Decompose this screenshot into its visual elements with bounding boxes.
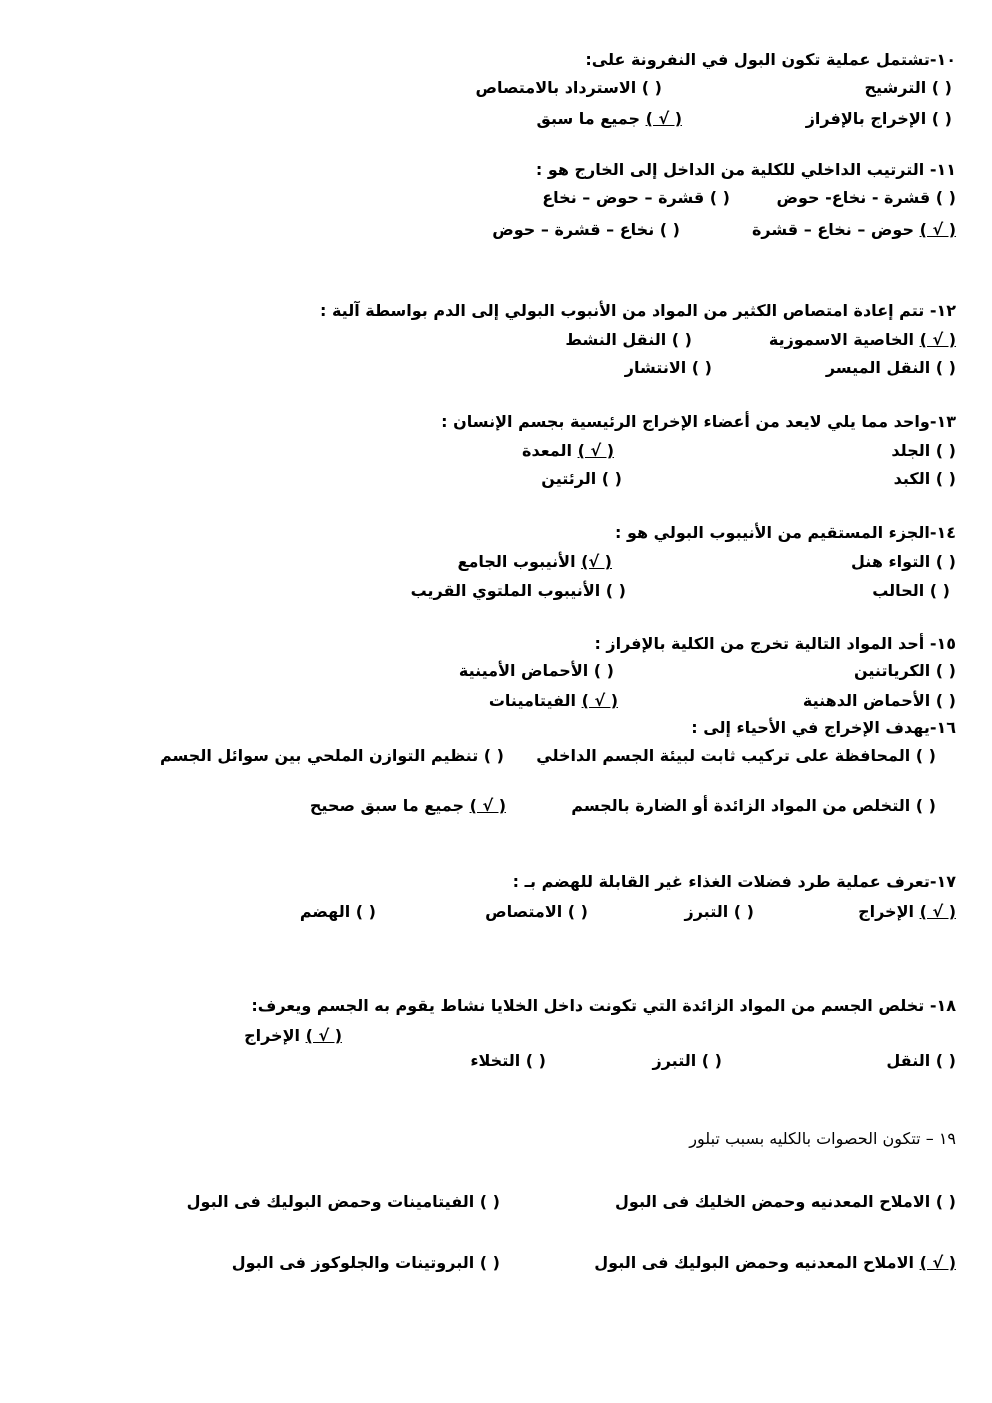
q19-option-2-text: الفيتامينات وحمض البوليك فى البول (186, 1192, 475, 1211)
q16-option-1-text: المحافظة على تركيب ثابت لبيئة الجسم الداخلي (536, 746, 911, 765)
q10-option-2[interactable] (475, 78, 662, 97)
q13-option-4[interactable] (541, 469, 622, 488)
q18-option-4[interactable] (470, 1051, 546, 1070)
q11-option-3[interactable] (752, 220, 956, 239)
question-11-stem: ١١- الترتيب الداخلي للكلية من الداخل إلى الخارج هو : (535, 160, 956, 179)
q12-option-2-box[interactable]: ( ) (671, 330, 692, 349)
q15-option-2-box[interactable]: ( ) (593, 661, 614, 680)
q15-option-4-text: الفيتامينات (488, 691, 576, 710)
q10-option-3-text: الإخراج بالإفراز (805, 109, 927, 128)
q10-option-3-box[interactable]: ( ) (931, 109, 952, 128)
q14-option-4[interactable] (411, 581, 626, 600)
q17-option-1[interactable] (858, 902, 956, 921)
question-10-stem: ١٠-تشتمل عملية تكون البول في النفرونة على: (585, 50, 956, 69)
q17-option-1-box[interactable]: ( √ ) (919, 902, 956, 921)
q11-option-2[interactable] (542, 188, 730, 207)
q14-option-2[interactable] (458, 552, 612, 571)
q17-option-2[interactable] (685, 902, 755, 921)
q17-option-3[interactable] (485, 902, 588, 921)
question-19-stem: ١٩ – تتكون الحصوات بالكليه بسبب تبلور (689, 1129, 956, 1148)
q16-option-4-text: جميع ما سبق صحيح (309, 796, 464, 815)
q14-option-1[interactable] (851, 552, 956, 571)
q18-option-3[interactable] (653, 1051, 723, 1070)
question-14-stem: ١٤-الجزء المستقيم من الأنيبوب البولي هو : (614, 523, 956, 542)
q11-option-4-box[interactable]: ( ) (659, 220, 680, 239)
q17-option-1-text: الإخراج (858, 902, 914, 921)
q12-option-3-text: النقل الميسر (825, 358, 931, 377)
q17-option-4[interactable] (300, 902, 376, 921)
q10-option-4[interactable] (537, 109, 682, 128)
q13-option-1[interactable] (891, 441, 956, 460)
q16-option-4[interactable] (310, 796, 506, 815)
q12-option-2-text: النقل النشط (565, 330, 667, 349)
q18-option-3-text: التبرز (652, 1051, 697, 1070)
q13-option-3-text: الكبد (893, 469, 931, 488)
q11-option-1-text: قشرة - نخاع- حوض (776, 188, 931, 207)
q19-option-1[interactable] (615, 1192, 956, 1211)
question-16-stem: ١٦-يهدف الإخراج في الأحياء إلى : (691, 718, 956, 737)
q18-option-4-box[interactable]: ( ) (525, 1051, 546, 1070)
q14-option-1-text: التواء هنل (851, 552, 931, 571)
question-13-stem: ١٣-واحد مما يلي لايعد من أعضاء الإخراج الرئيسية بجسم الإنسان : (441, 412, 956, 431)
q14-option-3-text: الحالب (872, 581, 925, 600)
q17-option-3-text: الامتصاص (485, 902, 563, 921)
question-12-stem: ١٢- تتم إعادة امتصاص الكثير من المواد من الأنبوب البولي إلى الدم بواسطة آلية : (319, 301, 956, 320)
q16-option-2-box[interactable]: ( ) (483, 746, 504, 765)
q14-option-4-text: الأنيبوب الملتوي القريب (410, 581, 601, 600)
q11-option-4-text: نخاع – قشرة – حوض (492, 220, 655, 239)
q18-option-2-box[interactable]: ( ) (935, 1051, 956, 1070)
q18-option-2-text: النقل (886, 1051, 931, 1070)
q16-option-4-box[interactable]: ( √ ) (469, 796, 506, 815)
q10-option-4-box[interactable]: ( √ ) (645, 109, 682, 128)
q18-option-1-box[interactable]: ( √ ) (305, 1026, 342, 1045)
q14-option-3-box[interactable]: ( ) (929, 581, 950, 600)
q10-option-1-box[interactable]: ( ) (931, 78, 952, 97)
q19-option-3[interactable] (594, 1253, 956, 1272)
q18-option-1[interactable] (244, 1026, 342, 1045)
q10-option-3[interactable] (806, 109, 952, 128)
q15-option-4-box[interactable]: ( √ ) (581, 691, 618, 710)
q18-option-1-text: الإخراج (244, 1026, 300, 1045)
q14-option-1-box[interactable]: ( ) (935, 552, 956, 571)
q13-option-2[interactable] (522, 441, 614, 460)
q12-option-4-box[interactable]: ( ) (691, 358, 712, 377)
q17-option-4-box[interactable]: ( ) (355, 902, 376, 921)
q19-option-1-text: الاملاح المعدنيه وحمض الخليك فى البول (615, 1192, 931, 1211)
q10-option-4-text: جميع ما سبق (536, 109, 640, 128)
q19-option-2-box[interactable]: ( ) (479, 1192, 500, 1211)
q19-option-4-box[interactable]: ( ) (479, 1253, 500, 1272)
q13-option-2-box[interactable]: ( √ ) (577, 441, 614, 460)
q13-option-1-text: الجلد (891, 441, 931, 460)
q16-option-3-text: التخلص من المواد الزائدة أو الضارة بالجسم (571, 796, 911, 815)
q15-option-3[interactable] (803, 691, 956, 710)
q12-option-3[interactable] (826, 358, 956, 377)
q15-option-1[interactable] (854, 661, 956, 680)
q16-option-1-box[interactable]: ( ) (915, 746, 936, 765)
q18-option-3-box[interactable]: ( ) (701, 1051, 722, 1070)
q15-option-3-text: الأحماض الدهنية (802, 691, 931, 710)
q17-option-4-text: الهضم (299, 902, 351, 921)
q11-option-3-text: حوض – نخاع – قشرة (751, 220, 914, 239)
q12-option-4-text: الانتشار (624, 358, 687, 377)
q14-option-2-text: الأنيبوب الجامع (457, 552, 576, 571)
q13-option-4-text: الرئتين (541, 469, 597, 488)
q16-option-3[interactable] (571, 796, 936, 815)
q19-option-3-text: الاملاح المعدنيه وحمض البوليك فى البول (594, 1253, 914, 1272)
q13-option-3[interactable] (894, 469, 956, 488)
q18-option-4-text: التخلاء (470, 1051, 521, 1070)
q19-option-3-box[interactable]: ( √ ) (919, 1253, 956, 1272)
q13-option-4-box[interactable]: ( ) (601, 469, 622, 488)
question-17-stem: ١٧-تعرف عملية طرد فضلات الغذاء غير القابلة للهضم بـ : (512, 872, 956, 891)
q16-option-2[interactable] (160, 746, 504, 765)
q19-option-1-box[interactable]: ( ) (935, 1192, 956, 1211)
q19-option-4-text: البروتينات والجلوكوز فى البول (231, 1253, 475, 1272)
q12-option-1-text: الخاصية الاسموزية (768, 330, 914, 349)
q13-option-3-box[interactable]: ( ) (935, 469, 956, 488)
q15-option-4[interactable] (489, 691, 618, 710)
q17-option-2-box[interactable]: ( ) (733, 902, 754, 921)
q10-option-2-box[interactable]: ( ) (641, 78, 662, 97)
q11-option-1[interactable] (777, 188, 957, 207)
q12-option-2[interactable] (565, 330, 692, 349)
q12-option-1-box[interactable]: ( √ ) (919, 330, 956, 349)
q10-option-1[interactable] (864, 78, 952, 97)
q10-option-1-text: الترشيح (864, 78, 927, 97)
q12-option-1[interactable] (769, 330, 956, 349)
q13-option-1-box[interactable]: ( ) (935, 441, 956, 460)
q14-option-3[interactable] (872, 581, 950, 600)
q12-option-3-box[interactable]: ( ) (935, 358, 956, 377)
q14-option-4-box[interactable]: ( ) (605, 581, 626, 600)
q15-option-1-box[interactable]: ( ) (935, 661, 956, 680)
q15-option-2-text: الأحماض الأمينية (458, 661, 589, 680)
q17-option-3-box[interactable]: ( ) (567, 902, 588, 921)
q11-option-1-box[interactable]: ( ) (935, 188, 956, 207)
q10-option-2-text: الاسترداد بالامتصاص (475, 78, 637, 97)
q19-option-2[interactable] (187, 1192, 500, 1211)
q16-option-2-text: تنظيم التوازن الملحي بين سوائل الجسم (159, 746, 479, 765)
q17-option-2-text: التبرز (684, 902, 729, 921)
q15-option-3-box[interactable]: ( ) (935, 691, 956, 710)
q12-option-4[interactable] (625, 358, 712, 377)
q11-option-4[interactable] (492, 220, 680, 239)
question-18-stem: ١٨- تخلص الجسم من المواد الزائدة التي تكونت داخل الخلايا نشاط يقوم به الجسم ويعرف: (251, 996, 956, 1015)
q15-option-2[interactable] (459, 661, 614, 680)
q14-option-2-box[interactable]: (√ ) (581, 552, 612, 571)
question-15-stem: ١٥- أحد المواد التالية تخرج من الكلية بالإفراز : (594, 634, 956, 653)
q11-option-3-box[interactable]: ( √ ) (919, 220, 956, 239)
q16-option-3-box[interactable]: ( ) (915, 796, 936, 815)
q11-option-2-box[interactable]: ( ) (709, 188, 730, 207)
q19-option-4[interactable] (232, 1253, 500, 1272)
q18-option-2[interactable] (886, 1051, 956, 1070)
q16-option-1[interactable] (536, 746, 936, 765)
q15-option-1-text: الكرياتنين (853, 661, 931, 680)
q13-option-2-text: المعدة (522, 441, 572, 460)
q11-option-2-text: قشرة – حوض – نخاع (542, 188, 705, 207)
